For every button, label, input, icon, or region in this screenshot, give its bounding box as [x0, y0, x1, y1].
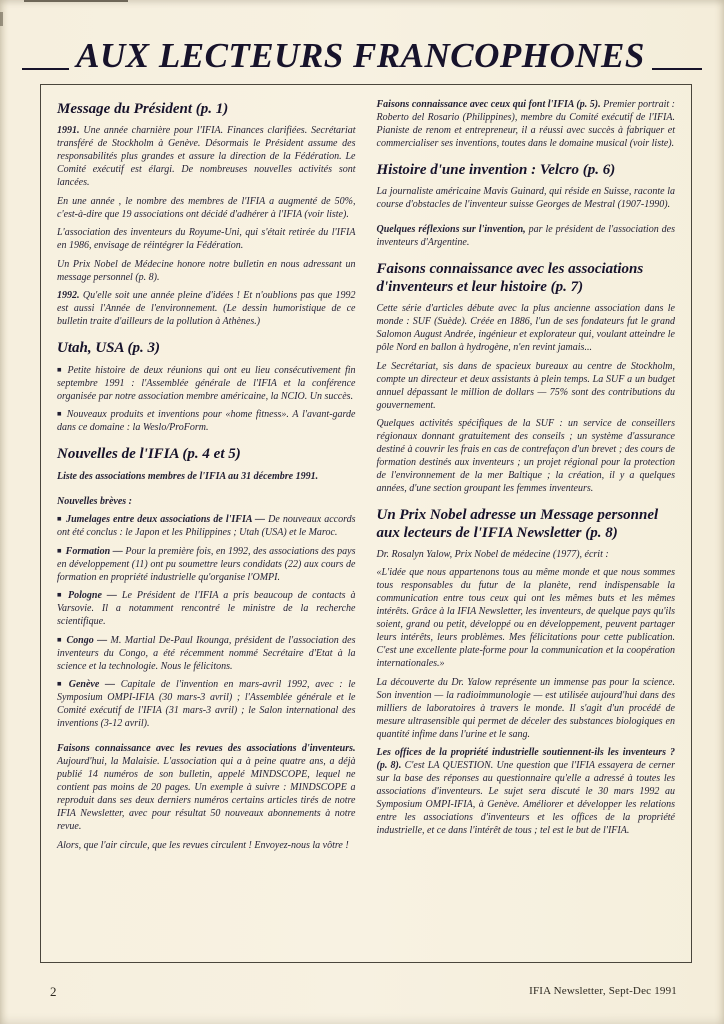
paragraph: En une année , le nombre des membres de l'IFIA a augmenté de 50%, c'est-à-dire que 19 associations ont décidé d'adhérer à l'IFIA (voir liste).	[57, 195, 356, 220]
paragraph: 1992. Qu'elle soit une année pleine d'idées ! Et n'oublions pas que 1992 est aussi l'Année de l'environnement. (Le dessin humoristique de ce bulletin traite d'ailleurs de la pollution à Athènes.)	[57, 290, 356, 328]
page-number: 2	[50, 984, 57, 999]
paragraph-lead: Congo —	[66, 634, 108, 646]
section-heading: Message du Président (p. 1)	[57, 101, 229, 117]
scan-artifact-top	[24, 0, 128, 2]
right-column	[377, 98, 676, 952]
paragraph-lead: Jumelages entre deux associations de l'IFIA —	[66, 514, 266, 526]
paragraph-lead: Nouvelles brèves :	[57, 495, 132, 507]
page-title: AUX LECTEURS FRANCOPHONES	[76, 36, 645, 75]
news-item: ■ Congo — M. Martial De-Paul Ikounga, président de l'association des inventeurs du Congo, a été récemment nommé Secrétaire d'Etat à la science et la technologie. Nous le félicitons.	[57, 634, 356, 672]
paragraph: Alors, que l'air circule, que les revues circulent ! Envoyez-nous la vôtre !	[57, 839, 349, 851]
section-heading: Un Prix Nobel adresse un Message personnel aux lecteurs de l'IFIA Newsletter (p. 8)	[376, 507, 659, 541]
bullet-square-icon: ■	[57, 634, 63, 644]
title-rule-right	[652, 68, 702, 70]
news-item: ■ Petite histoire de deux réunions qui ont eu lieu consécutivement fin septembre 1991 : l'Assemblée générale de l'IFIA et la conférence organisée par notre association membre américaine, la NCIO. Un succès.	[57, 364, 356, 402]
issue-label: IFIA Newsletter, Sept-Dec 1991	[529, 985, 677, 997]
paragraph: «L'idée que nous appartenons tous au même monde et que nous sommes tous responsables du futur de la planète, rend indispensable la communication entre tous ceux qui ont les mêmes buts et les mêmes intérêts. Grâce à la IFIA Newsletter, les inventeurs, de quelque pays qu'ils soient, grand ou petit, développé ou en développement, peuvent partager leurs intérêts, leurs problèmes. Mes félicitations pour cette publication. C'est une excellente plate-forme pour la communication et la coopération internationales.»	[376, 567, 675, 670]
bullet-square-icon: ■	[57, 545, 62, 555]
paragraph-lead: Pologne —	[68, 590, 117, 602]
paragraph	[57, 495, 356, 508]
bullet-square-icon: ■	[57, 679, 65, 689]
paragraph: 1991. Une année charnière pour l'IFIA. Finances clarifiées. Secrétariat transféré de Stockholm à Genève. Désormais le Président assume des responsabilités plus grandes et assure la direction de la Fédération. Le Comité exécutif est élargi. De nombreuses nouvelles activités sont lancées.	[57, 125, 356, 189]
news-item: ■ Nouveaux produits et inventions pour «home fitness». A l'avant-garde dans ce domaine : la Weslo/ProForm.	[57, 409, 356, 434]
paragraph: Les offices de la propriété industrielle soutiennent-ils les inventeurs ? (p. 8). C'est LA QUESTION. Une question que l'IFIA essayera de cerner sur la base des réponses au questionnaire qu'elle a adressé à toutes les associations d'inventeurs. Le sujet sera discuté le 30 mars 1992 au Symposium OMPI-IFIA, à Genève. Améliorer et développer les relations entre les associations d'inventeurs et les offices de la propriété industrielle, et ce dans l'intérêt de tous ; tel est le but de l'IFIA.	[376, 747, 675, 837]
bullet-square-icon: ■	[57, 514, 63, 524]
paragraph-lead: Quelques réflexions sur l'invention,	[376, 224, 526, 236]
section-heading: Histoire d'une invention : Velcro (p. 6)	[376, 162, 616, 178]
bullet-square-icon: ■	[57, 364, 64, 374]
section-heading: Utah, USA (p. 3)	[57, 340, 160, 357]
paragraph-lead: Formation —	[65, 545, 123, 557]
section-heading: Faisons connaissance avec les associations d'inventeurs et leur histoire (p. 7)	[376, 261, 644, 295]
paragraph: Le Secrétariat, sis dans de spacieux bureaux au centre de Stockholm, compte un directeur et deux assistants à plein temps. La SUF a un budget annuel dépassant le million de dollars — 75% sont des contributions du gouvernement.	[376, 360, 675, 411]
paragraph: Faisons connaissance avec les revues des associations d'inventeurs. Aujourd'hui, la Malaisie. L'association qui a à peine quatre ans, a déjà publié 14 numéros de son bulletin, appelé MINDSCOPE, lequel ne contient pas moins de 20 pages. Un exemple à suivre : MINDSCOPE a reproduit dans ses deux derniers numéros certains articles tirés de notre IFIA Newsletter, avec pour résultat 50 nouveaux abonnements à notre revue.	[57, 743, 356, 833]
paragraph-lead: Faisons connaissance avec ceux qui font l'IFIA (p. 5).	[376, 99, 601, 110]
paragraph: Cette série d'articles débute avec la plus ancienne association dans le monde : SUF (Suède). Créée en 1886, l'un de ses fondateurs fut le grand Salomon August Andrée, ingénieur et explorateur qui, voulant atteindre le pôle Nord en ballon à hydrogène, n'en revint jamais...	[376, 303, 675, 354]
title-rule-left	[22, 68, 69, 70]
paragraph-lead: Genève —	[68, 679, 116, 691]
paragraph-lead: Faisons connaissance avec les revues des associations d'inventeurs.	[57, 743, 356, 755]
content-box	[40, 84, 692, 963]
paragraph-lead: Liste des associations membres de l'IFIA au 31 décembre 1991.	[57, 470, 319, 482]
paragraph: Quelques activités spécifiques de la SUF : un service de conseillers régionaux donnant gratuitement des conseils ; un système d'assurance destiné à couvrir les frais en cas de contrefaçon d'un brevet ; des cours de formation destinés aux inventeurs ; un projet régional pour la protection de l'environnement de la mer Baltique ; la création, il y a quelques années, d'une section groupant les femmes inventeurs.	[376, 418, 675, 495]
paragraph	[57, 470, 356, 483]
bullet-square-icon: ■	[57, 409, 63, 419]
paragraph: La découverte du Dr. Yalow représente un immense pas pour la science. Son invention — la radioimmunologie — est utilisée aujourd'hui dans des milliers de laboratoires à travers le monde. Il s'agit d'un procédé de mesure ultrasensible qui permet de déceler des substances biologiques en quantité infime dans l'urine et le sang.	[376, 676, 675, 740]
paragraph: Dr. Rosalyn Yalow, Prix Nobel de médecine (1977), écrit :	[376, 548, 609, 560]
paragraph-lead: 1991.	[57, 125, 80, 137]
paragraph: Faisons connaissance avec ceux qui font l'IFIA (p. 5). Premier portrait : Roberto del Rosario (Philippines), membre du Comité exécutif de l'IFIA. Pianiste de renom et entrepreneur, il a réussi avec succès à fabriquer et commercialiser ses inventions, toutes dans le domaine musical (voir liste).	[376, 99, 675, 149]
news-item: ■ Genève — Capitale de l'invention en mars-avril 1992, avec : le Symposium OMPI-IFIA (30 mars-3 avril) ; l'Assemblée générale et le Comité exécutif de l'IFIA (31 mars-3 avril) ; le Salon international des inventions (3-12 avril).	[57, 679, 356, 730]
left-column	[57, 98, 356, 952]
scan-artifact-left	[0, 12, 3, 26]
news-item: ■ Formation — Pour la première fois, en 1992, des associations des pays en développement (11) ont pu soumettre leurs condidats (22) aux cours de formation en propriété industrielle qu'organise l'OMPI.	[57, 545, 356, 583]
page-header	[0, 38, 724, 75]
paragraph: La journaliste américaine Mavis Guinard, qui réside en Suisse, raconte la course d'obstacles de l'inventeur suisse Georges de Mestral (1907-1990).	[376, 186, 675, 211]
paragraph: Quelques réflexions sur l'invention, par le président de l'association des inventeurs d'Argentine.	[376, 224, 675, 249]
section-heading: Nouvelles de l'IFIA (p. 4 et 5)	[57, 446, 241, 463]
news-item: ■ Jumelages entre deux associations de l'IFIA — De nouveaux accords ont été conclus : le Japon et les Philippines ; Utah (USA) et le Maroc.	[57, 514, 356, 539]
bullet-square-icon: ■	[57, 590, 65, 600]
paragraph: Un Prix Nobel de Médecine honore notre bulletin en nous adressant un message personnel (p. 8).	[57, 258, 356, 283]
paragraph: L'association des inventeurs du Royume-Uni, qui s'était retirée du l'IFIA en 1986, envisage de réintégrer la Fédération.	[57, 227, 356, 252]
paragraph-lead: Les offices de la propriété industrielle soutiennent-ils les inventeurs ? (p. 8).	[376, 747, 675, 772]
paragraph-lead: 1992.	[57, 290, 80, 302]
news-item: ■ Pologne — Le Président de l'IFIA a pris beaucoup de contacts à Varsovie. Il a notamment rencontré le ministre de la recherche scientifique.	[57, 590, 356, 628]
